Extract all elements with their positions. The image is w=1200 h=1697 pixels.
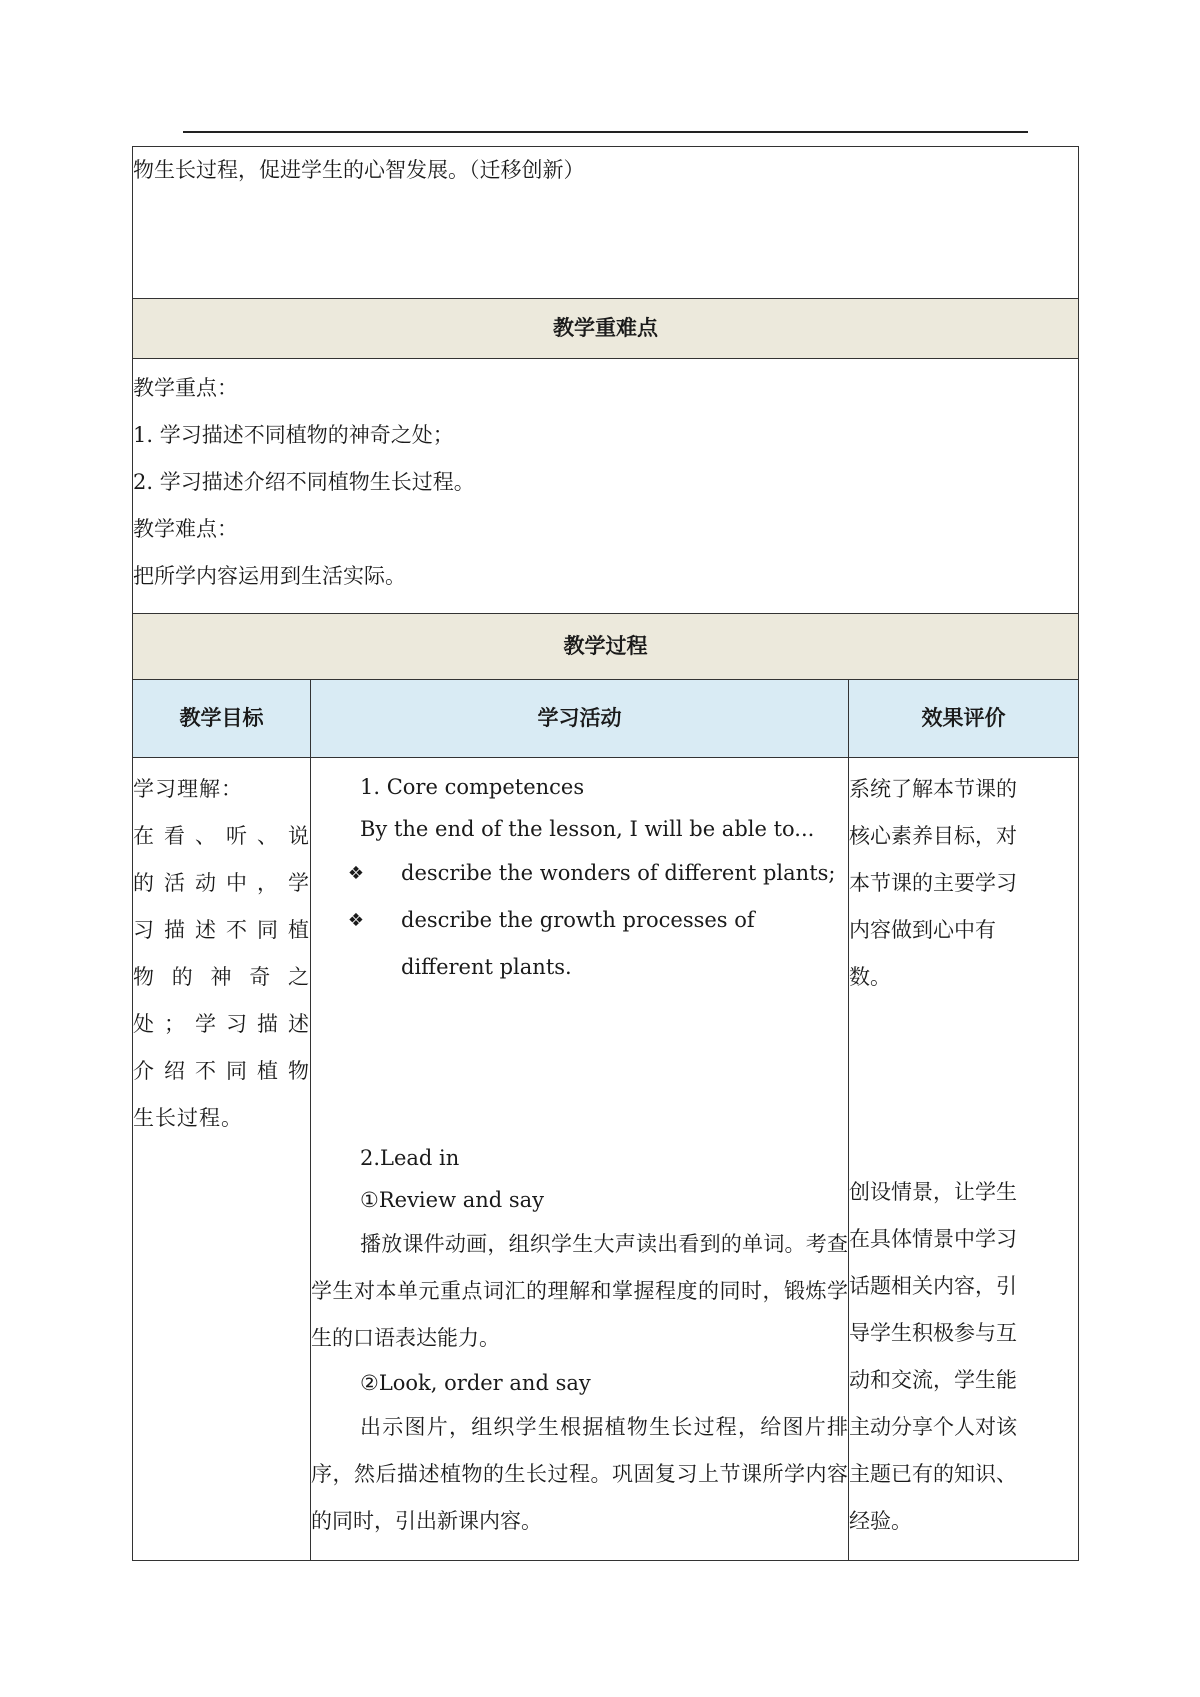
step2-title: ②Look, order and say xyxy=(360,1371,591,1395)
bullet-item xyxy=(311,897,848,991)
evaluation-line: 数。 xyxy=(849,965,891,989)
bullet-text: describe the wonders of different plants; xyxy=(401,861,836,885)
goal-line: 生长过程。 xyxy=(133,1106,243,1130)
step2-text: 出示图片，组织学生根据植物生长过程，给图片排序，然后描述植物的生长过程。巩固复习上节课所学内容的同时，引出新课内容。 xyxy=(311,1415,848,1533)
process-row xyxy=(133,758,1079,1561)
top-row xyxy=(133,147,1079,299)
evaluation-line: 系统了解本节课的 xyxy=(849,777,1017,801)
process-heading: 教学过程 xyxy=(133,614,1079,680)
focus-line: 教学难点： xyxy=(133,517,238,541)
bullet-text: describe the growth processes of different plants. xyxy=(401,908,755,979)
step1-text: 播放课件动画，组织学生大声读出看到的单词。考查学生对本单元重点词汇的理解和掌握程度的同时，锻炼学生的口语表达能力。 xyxy=(311,1232,848,1350)
goal-line: 处；学习描述 xyxy=(133,1012,310,1036)
evaluation-line: 核心素养目标，对 xyxy=(849,824,1017,848)
bullet-diamond-icon: ❖ xyxy=(347,863,365,884)
column-header-activity: 学习活动 xyxy=(311,680,849,758)
evaluation-cell xyxy=(849,758,1079,1561)
lead-title: 2.Lead in xyxy=(360,1146,460,1170)
focus-heading-row xyxy=(133,299,1079,359)
goal-line: 介绍不同植物 xyxy=(133,1059,310,1083)
goal-cell xyxy=(133,758,311,1561)
evaluation-line: 内容做到心中有 xyxy=(849,918,996,942)
core-title: 1. Core competences xyxy=(360,775,585,799)
top-cell-text: 物生长过程，促进学生的心智发展。（迁移创新） xyxy=(133,158,585,182)
goal-line: 在看、听、说 xyxy=(133,824,310,848)
column-header-row xyxy=(133,680,1079,758)
focus-cell xyxy=(133,359,1079,614)
core-intro: By the end of the lesson, I will be able to... xyxy=(360,817,815,841)
goal-line: 学习理解： xyxy=(133,777,243,801)
evaluation-line: 动和交流，学生能 xyxy=(849,1368,1017,1392)
process-heading-row xyxy=(133,614,1079,680)
evaluation-line: 主动分享个人对该 xyxy=(849,1415,1017,1439)
focus-heading: 教学重难点 xyxy=(133,299,1079,359)
header-rule xyxy=(183,131,1028,133)
evaluation-line: 话题相关内容，引 xyxy=(849,1274,1017,1298)
focus-line: 教学重点： xyxy=(133,376,238,400)
activity-cell xyxy=(311,758,849,1561)
column-header-evaluation: 效果评价 xyxy=(849,680,1079,758)
evaluation-line: 本节课的主要学习 xyxy=(849,871,1017,895)
goal-line: 习描述不同植 xyxy=(133,918,310,942)
evaluation-line: 主题已有的知识、 xyxy=(849,1462,1017,1486)
evaluation-line: 经验。 xyxy=(849,1509,912,1533)
evaluation-line: 创设情景，让学生 xyxy=(849,1180,1017,1204)
focus-line: 把所学内容运用到生活实际。 xyxy=(133,564,406,588)
lesson-plan-table xyxy=(132,146,1079,1561)
goal-line: 物的神奇之 xyxy=(133,965,310,989)
top-cell xyxy=(133,147,1079,299)
bullet-diamond-icon: ❖ xyxy=(347,910,365,931)
step1-title: ①Review and say xyxy=(360,1188,545,1212)
evaluation-line: 导学生积极参与互 xyxy=(849,1321,1017,1345)
focus-line: 1. 学习描述不同植物的神奇之处； xyxy=(133,423,454,447)
evaluation-line: 在具体情景中学习 xyxy=(849,1227,1017,1251)
goal-line: 的活动中，学 xyxy=(133,871,310,895)
focus-row xyxy=(133,359,1079,614)
focus-line: 2. 学习描述介绍不同植物生长过程。 xyxy=(133,470,475,494)
bullet-item xyxy=(311,850,848,897)
column-header-goal: 教学目标 xyxy=(133,680,311,758)
